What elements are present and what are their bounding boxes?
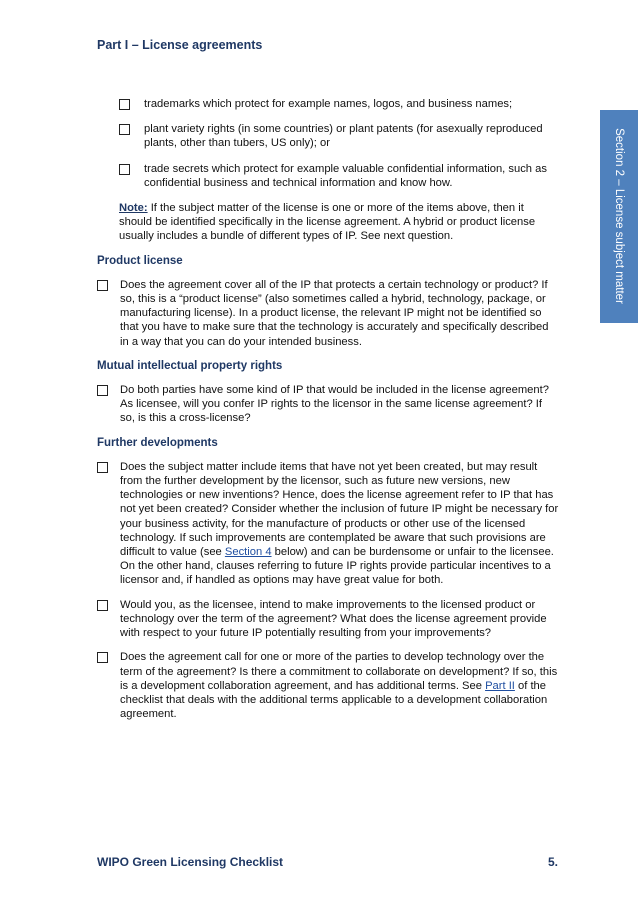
heading-mutual-ip: Mutual intellectual property rights (97, 359, 283, 372)
checkbox-icon[interactable] (97, 385, 108, 396)
checkbox-icon[interactable] (97, 280, 108, 291)
note-text: If the subject matter of the license is one or more of the items above, then it should be identified specifically in the license agreement. A hybrid or product license usually includes a bundle of different types of IP. See next question. (119, 202, 536, 243)
question-text-part: below) and can be burdensome or unfair to the licensee. On the other hand, clauses referring to future IP rights provide particular incentives to a licensor and, if handled as options may have great value for both. (120, 546, 554, 587)
page-number: 5. (548, 855, 559, 869)
ip-type-text: trademarks which protect for example names, logos, and business names; (144, 98, 513, 110)
question-text-part: of the checklist that deals with the additional terms applicable to a development collaboration agreement. (120, 679, 548, 721)
checkbox-icon[interactable] (119, 164, 130, 175)
checklist-item-product-license (97, 278, 559, 349)
question-text-part: Does the agreement call for one or more of the parties to develop technology over the term of the agreement? Is there a commitment to collaborate on development? If so, this is a development collaboration agreement, and has additional terms. See (120, 651, 558, 692)
page-header-title: Part I – License agreements (97, 38, 263, 52)
question-text-part: Does the subject matter include items that have not yet been created, but may result from the further development by the licensor, such as future new versions, new technologies or new inventions? Hence, does the license agreement refer to IP that has not yet been created? Consider whether the inclusion of future IP might be necessary for your business activity, for the manufacture of products or other use of the licensed technology. If such improvements are contemplated be aware that such provisions are difficult to value (see (120, 460, 559, 559)
checkbox-icon[interactable] (119, 124, 130, 135)
question-text (120, 460, 559, 588)
question-text: Do both parties have some kind of IP that would be included in the license agreement? As licensee, will you confer IP rights to the licensor in the same license agreement? If so, is this a cross-license? (120, 384, 549, 425)
note-label: Note: (119, 202, 148, 215)
part-ii-link[interactable]: Part II (485, 679, 515, 692)
ip-type-item (119, 162, 559, 190)
checklist-item-mutual-ip (97, 383, 559, 426)
question-text: Does the agreement cover all of the IP that protects a certain technology or product? If so, this is a “product license” (also sometimes called a hybrid, technology, package, or manufacturing license). In a product license, the relevant IP might not be identified so that you have to make sure that the technology is accurately and specifically described in a way that you can do your intended business. (120, 278, 549, 348)
checkbox-icon[interactable] (97, 600, 108, 611)
question-text: Would you, as the licensee, intend to make improvements to the licensed product or technology over the term of the agreement? What does the license agreement provide with respect to your future IP potentially resulting from your improvements? (120, 598, 547, 640)
main-content (97, 97, 559, 731)
checkbox-icon[interactable] (97, 462, 108, 473)
ip-type-text: plant variety rights (in some countries) or plant patents (for asexually reproduced plants, other than tubers, US only); or (144, 123, 543, 150)
footer-title: WIPO Green Licensing Checklist (97, 855, 284, 869)
section-side-tab-label: Section 2 – License subject matter (613, 128, 625, 304)
heading-further-developments: Further developments (97, 436, 218, 449)
section-side-tab (600, 110, 638, 323)
ip-type-item (119, 122, 559, 150)
note-paragraph (119, 201, 559, 244)
checkbox-icon[interactable] (97, 652, 108, 663)
checklist-item-future-ip (97, 460, 559, 588)
ip-type-item (119, 97, 559, 111)
heading-product-license: Product license (97, 254, 183, 267)
checkbox-icon[interactable] (119, 99, 130, 110)
checklist-item-development-collaboration (97, 650, 559, 721)
ip-type-text: trade secrets which protect for example valuable confidential information, such as confidential business and technical information and know how. (144, 162, 547, 189)
section-4-link[interactable]: Section 4 (224, 546, 272, 559)
question-text (120, 650, 559, 721)
checklist-item-licensee-improvements (97, 598, 559, 641)
